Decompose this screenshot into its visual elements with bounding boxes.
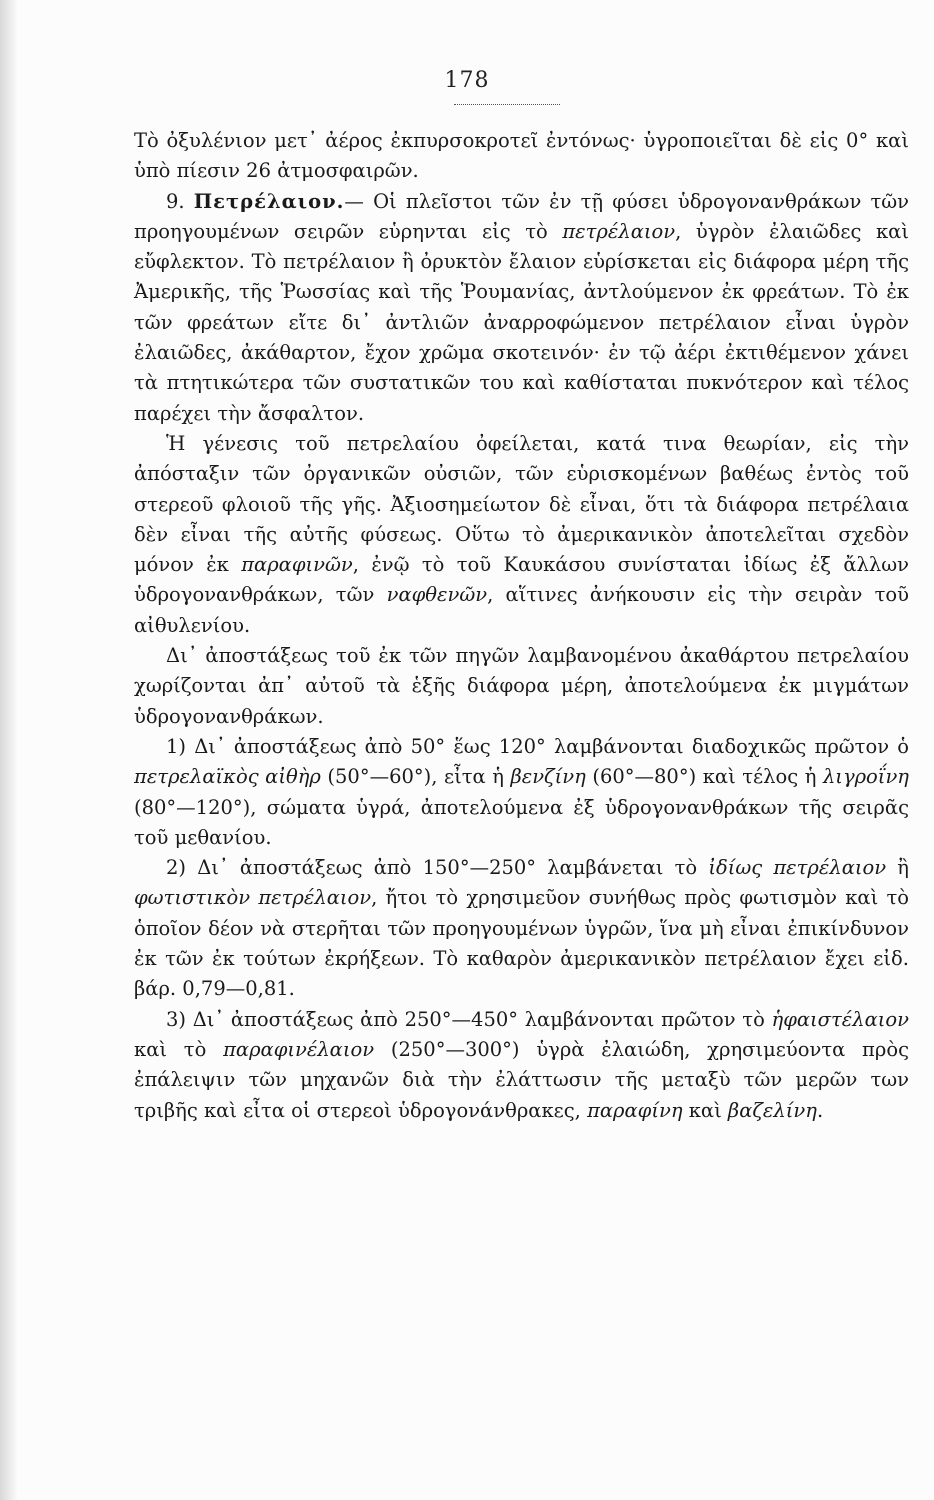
italic-term: πετρελαϊκὸς αἰθὴρ <box>134 765 321 789</box>
italic-term: ἡφαιστέλαιον <box>771 1007 909 1031</box>
text-run: καὶ <box>682 1098 728 1122</box>
text-run: , ὑγρὸν ἐλαιῶδες καὶ εὔφλεκτον. Τὸ πετρέλαιον ἢ ὀρυκτὸν ἔλαιον εὑρίσκεται εἰς διάφορα μέρη τῆς Ἀμερικῆς, τῆς Ῥωσσίας καὶ τῆς Ῥουμανίας, ἀντλούμενον ἐκ φρεάτων. Τὸ ἐκ τῶν φρεάτων εἴτε δι᾽ ἀντλιῶν ἀναρροφώμενον πετρέλαιον εἶναι ὑγρὸν ἐλαιῶδες, ἀκάθαρτον, ἔχον χρῶμα σκοτεινόν· ἐν τῷ ἀέρι ἐκτιθέμενον χάνει τὰ πτητικώτερα τῶν συστατικῶν του καὶ καθίσταται πυκνότερον καὶ τέλος παρέχει τὴν ἄσφαλτον. <box>134 219 909 425</box>
text-run: ἢ <box>886 856 909 880</box>
paragraph-fraction-3 <box>134 1005 909 1126</box>
paragraph-petroleum <box>134 187 909 429</box>
italic-term: φωτιστικὸν πετρέλαιον <box>134 886 372 910</box>
text-run: (80°—120°), σώματα ὑγρά, ἀποτελούμενα ἐξ ὑδρογονανθράκων τῆς σειρᾶς τοῦ μεθανίου. <box>134 795 909 849</box>
text-run: , ἤτοι τὸ χρησιμεῦον συνήθως πρὸς φωτισμὸν καὶ τὸ ὁποῖον δέον νὰ στερῆται τῶν προηγουμένων ὑγρῶν, ἵνα μὴ εἶναι ἐπικίνδυνον ἐκ τῶν ἐκ τούτων ἐκρήξεων. Τὸ καθαρὸν ἀμερικανικὸν πετρέλαιον ἔχει εἰδ. βάρ. 0,79—0,81. <box>134 886 909 1001</box>
text-run: — Οἱ πλεῖστοι τῶν ἐν τῇ φύσει ὑδρογονανθράκων τῶν προηγουμένων σειρῶν εὑρηνται εἰς τὸ <box>134 189 909 243</box>
italic-term: παραφίνη <box>587 1098 683 1122</box>
paragraph-fraction-2 <box>134 853 909 1004</box>
italic-term: παραφινῶν <box>241 553 353 577</box>
text-run: Ἡ γένεσις τοῦ πετρελαίου ὀφείλεται, κατά τινα θεωρίαν, εἰς τὴν ἀπόσταξιν τῶν ὀργανικῶν οὐσιῶν, τῶν εὑρισκομένων βαθέως ἐντὸς τοῦ στερεοῦ φλοιοῦ τῆς γῆς. Ἀξιοσημείωτον δὲ εἶναι, ὅτι τὰ διάφορα πετρέλαια δὲν εἶναι τῆς αὐτῆς φύσεως. Οὕτω τὸ ἀμερικανικὸν ἀποτελεῖται σχεδὸν μόνον ἐκ <box>134 431 909 577</box>
paragraph-fraction-1 <box>134 732 909 853</box>
italic-term: παραφινέλαιον <box>223 1037 375 1061</box>
text-run: καὶ τὸ <box>134 1037 224 1061</box>
paragraph-distillation <box>134 641 909 732</box>
section-number: 9. <box>166 189 194 213</box>
text-run: Δι᾽ ἀποστάξεως τοῦ ἐκ τῶν πηγῶν λαμβανομένου ἀκαθάρτου πετρελαίου χωρίζονται ἀπ᾽ αὐτοῦ τὰ ἑξῆς διάφορα μέρη, ἀποτελούμενα ἐκ μιγμάτων ὑδρογονανθράκων. <box>134 644 909 728</box>
italic-term: βενζίνη <box>510 765 586 789</box>
text-run: 2) Δι᾽ ἀποστάξεως ἀπὸ 150°—250° λαμβάνεται τὸ <box>166 856 709 880</box>
italic-term: λιγροΐνη <box>822 765 909 789</box>
text-run: , αἵτινες ἀνήκουσιν εἰς τὴν σειρὰν τοῦ αἰθυλενίου. <box>134 583 910 637</box>
text-run: (60°—80°) καὶ τέλος ἡ <box>585 765 823 789</box>
italic-term: ναφθενῶν <box>386 583 488 607</box>
text-run: , ἐνῷ τὸ τοῦ Καυκάσου συνίσταται ἰδίως ἐξ ἄλλων ὑδρογονανθράκων, τῶν <box>134 553 910 607</box>
section-title: Πετρέλαιον. <box>193 189 345 213</box>
italic-term: πετρέλαιον <box>562 219 676 243</box>
italic-term: βαζελίνη <box>727 1098 817 1122</box>
page-number: 178 <box>444 68 490 93</box>
body-text <box>134 126 909 1126</box>
text-run: . <box>816 1098 824 1122</box>
text-run: (250°—300°) ὑγρὰ ἐλαιώδη, χρησιμεύοντα πρὸς ἐπάλειψιν τῶν μηχανῶν διὰ τὴν ἐλάττωσιν τῆς μεταξὺ τῶν μερῶν των τριβῆς καὶ εἶτα οἱ στερεοὶ ὑδρογονάνθρακες, <box>134 1037 909 1122</box>
text-run: 3) Δι᾽ ἀποστάξεως ἀπὸ 250°—450° λαμβάνονται πρῶτον τὸ <box>166 1007 772 1031</box>
paragraph-acetylene <box>134 126 909 187</box>
text-run: Τὸ ὀξυλένιον μετ᾽ ἀέρος ἐκπυρσοκροτεῖ ἐντόνως· ὑγροποιεῖται δὲ εἰς 0° καὶ ὑπὸ πίεσιν 26 ἀτμοσφαιρῶν. <box>134 129 909 183</box>
text-run: (50°—60°), εἶτα ἡ <box>320 765 511 789</box>
paragraph-genesis <box>134 429 909 641</box>
page-edge-shadow <box>0 0 18 1500</box>
page-number-rule <box>454 104 560 105</box>
text-run: 1) Δι᾽ ἀποστάξεως ἀπὸ 50° ἕως 120° λαμβάνονται διαδοχικῶς πρῶτον ὁ <box>166 734 909 758</box>
italic-term: ἰδίως πετρέλαιον <box>708 856 887 880</box>
